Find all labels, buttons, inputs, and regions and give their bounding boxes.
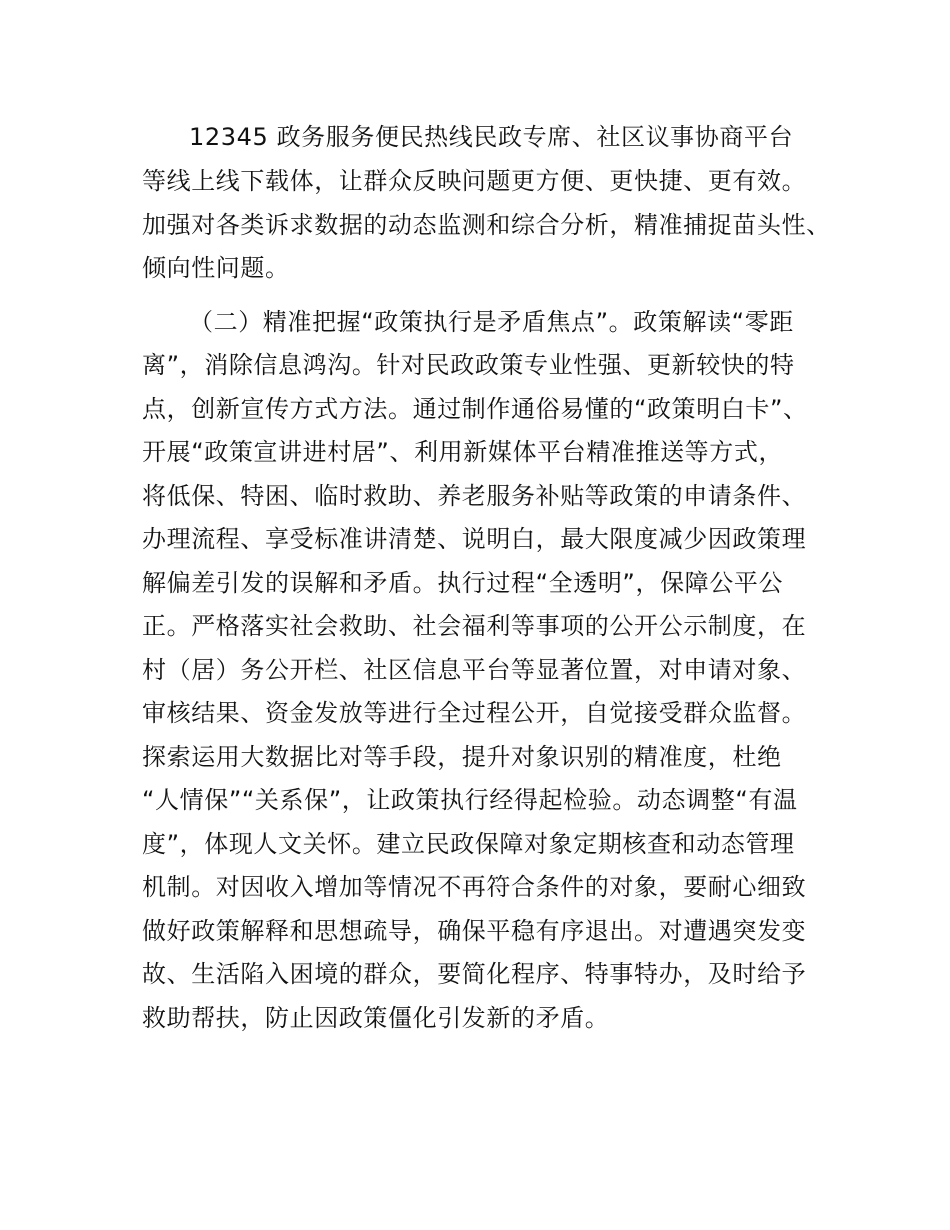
paragraph-line: “人情保”“关系保”，让政策执行经得起检验。动态调整“有温 [142, 786, 798, 814]
paragraph-line: 正。严格落实社会救助、社会福利等事项的公开公示制度，在 [142, 612, 807, 640]
paragraph-line: 机制。对因收入增加等情况不再符合条件的对象，要耐心细致 [142, 873, 807, 901]
paragraph-line: 审核结果、资金发放等进行全过程公开，自觉接受群众监督。 [142, 699, 807, 727]
paragraph-line: 等线上线下载体，让群众反映问题更方便、更快捷、更有效。 [142, 167, 807, 195]
paragraph-line: 办理流程、享受标准讲清楚、说明白，最大限度减少因政策理 [142, 525, 807, 553]
paragraph-line: 点，创新宣传方式方法。通过制作通俗易懂的“政策明白卡”、 [142, 395, 808, 423]
paragraph-line: 加强对各类诉求数据的动态监测和综合分析，精准捕捉苗头性、 [142, 211, 831, 239]
paragraph-line: 村（居）务公开栏、社区信息平台等显著位置，对申请对象、 [142, 656, 807, 684]
paragraph-line: 倾向性问题。 [142, 254, 290, 282]
paragraph-line: 将低保、特困、临时救助、养老服务补贴等政策的申请条件、 [142, 482, 807, 510]
paragraph-line: 故、生活陷入困境的群众，要简化程序、特事特办，及时给予 [142, 960, 807, 988]
paragraph-line: 离”，消除信息鸿沟。针对民政政策专业性强、更新较快的特 [142, 351, 795, 379]
paragraph-line: 开展“政策宣讲进村居”、利用新媒体平台精准推送等方式， [142, 438, 784, 466]
paragraph-line: 做好政策解释和思想疏导，确保平稳有序退出。对遭遇突发变 [142, 917, 807, 945]
paragraph-line: 探索运用大数据比对等手段，提升对象识别的精准度，杜绝 [142, 743, 782, 771]
paragraph-line: 解偏差引发的误解和矛盾。执行过程“全透明”，保障公平公 [142, 569, 784, 597]
paragraph-line: 12345 政务服务便民热线民政专席、社区议事协商平台 [189, 123, 794, 151]
paragraph-line: 救助帮扶，防止因政策僵化引发新的矛盾。 [142, 1004, 610, 1032]
paragraph-line: 度”，体现人文关怀。建立民政保障对象定期核查和动态管理 [142, 830, 795, 858]
paragraph-line: （二）精准把握“政策执行是矛盾焦点”。政策解读“零距 [189, 308, 794, 336]
